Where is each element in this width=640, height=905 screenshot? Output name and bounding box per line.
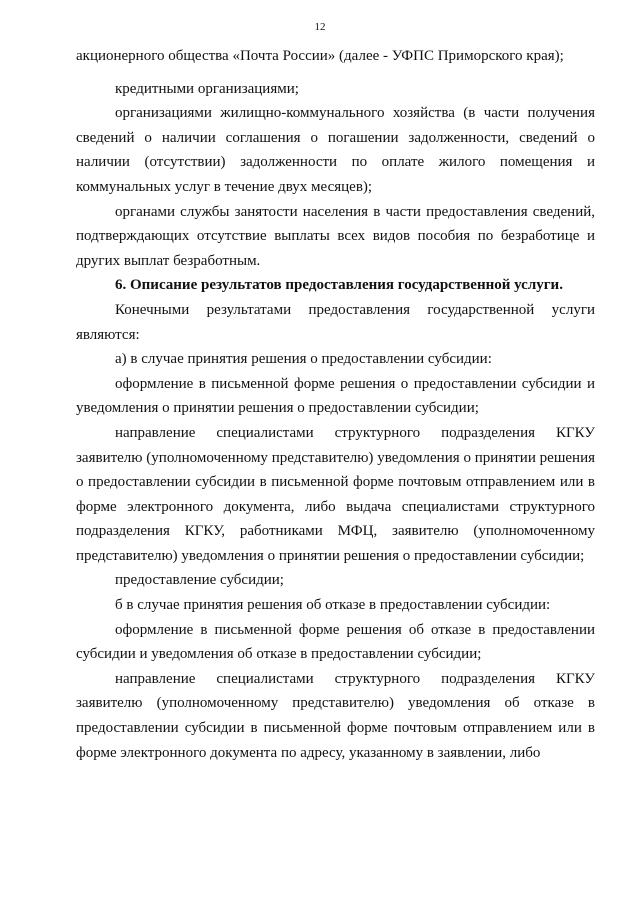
paragraph: направление специалистами структурного подразделения КГКУ заявителю (уполномоченному представителю) уведомления о принятии решения о предоставлении субсидии в письменной форме почтовым отправлением или в форме электронного документа, либо выдача специалистами структурного подразделения КГКУ, работниками МФЦ, заявителю (уполномоченному представителю) уведомления о принятии решения о предоставлении субсидии;	[76, 424, 595, 564]
paragraph: оформление в письменной форме решения об отказе в предоставлении субсидии и уведомления об отказе в предоставлении субсидии;	[76, 621, 595, 663]
paragraph: организациями жилищно-коммунального хозяйства (в части получения сведений о наличии соглашения о погашении задолженности, сведений о наличии (отсутствии) задолженности по оплате жилого помещения и коммунальных услуг в течение двух месяцев);	[76, 105, 595, 195]
page-number: 12	[314, 21, 326, 33]
paragraph: оформление в письменной форме решения о предоставлении субсидии и уведомления о принятии решения о предоставлении субсидии;	[76, 375, 595, 417]
section-heading: 6. Описание результатов предоставления государственной услуги.	[115, 277, 563, 294]
paragraph: Конечными результатами предоставления государственной услуги являются:	[76, 301, 595, 343]
paragraph: предоставление субсидии;	[115, 572, 284, 589]
paragraph: а) в случае принятия решения о предоставлении субсидии:	[115, 351, 492, 368]
document-body	[76, 44, 595, 765]
paragraph: б в случае принятия решения об отказе в предоставлении субсидии:	[115, 597, 551, 614]
paragraph: направление специалистами структурного подразделения КГКУ заявителю (уполномоченному представителю) уведомления об отказе в предоставлении субсидии в письменной форме почтовым отправлением или в форме электронного документа по адресу, указанному в заявлении, либо	[76, 670, 595, 761]
paragraph: органами службы занятости населения в части предоставления сведений, подтверждающих отсутствие выплаты всех видов пособия по безработице и других выплат безработным.	[76, 203, 595, 269]
paragraph-continuation: акционерного общества «Почта России» (далее - УФПС Приморского края);	[76, 48, 564, 64]
paragraph-gap	[76, 69, 595, 77]
paragraph: кредитными организациями;	[115, 80, 299, 97]
